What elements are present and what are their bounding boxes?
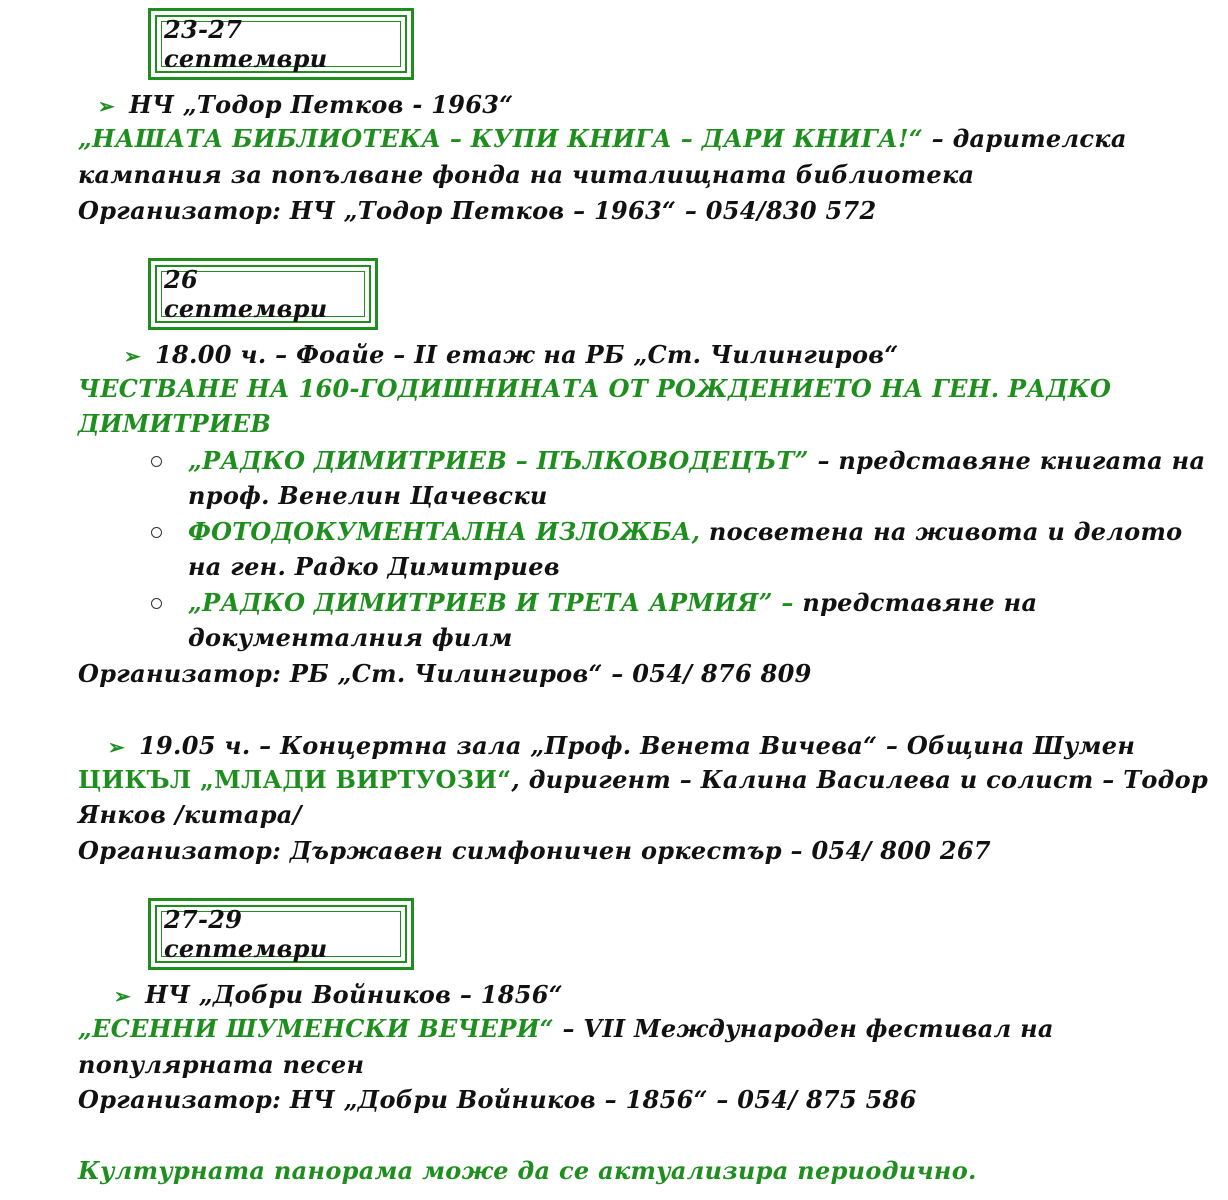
circle-icon — [151, 456, 162, 467]
event-desc: – дарителска — [922, 124, 1127, 153]
venue-text: НЧ „Добри Войников – 1856“ — [145, 980, 563, 1009]
sub-item-title: ФОТОДОКУМЕНТАЛНА ИЗЛОЖБА, — [188, 517, 701, 546]
event-desc: , диригент – Калина Василева и солист – Тодор — [511, 765, 1209, 794]
event-line — [78, 1014, 1054, 1043]
event-desc: – VII Международен фестивал на — [553, 1014, 1054, 1043]
organizer-line: Организатор: НЧ „Тодор Петков – 1963“ – 054/830 572 — [78, 196, 877, 225]
date-label: 26 септември — [164, 265, 328, 323]
arrowhead-icon: ➢ — [98, 94, 116, 118]
venue-line — [114, 980, 563, 1009]
circle-icon — [151, 527, 162, 538]
organizer-line: Организатор: НЧ „Добри Войников – 1856“ – 054/ 875 586 — [78, 1085, 917, 1114]
venue-text: 19.05 ч. – Концертна зала „Проф. Венета Вичева“ – Община Шумен — [139, 731, 1136, 760]
date-label: 23-27 септември — [164, 15, 328, 73]
sub-item-desc: представяне на — [793, 588, 1038, 617]
date-box — [148, 258, 378, 330]
venue-text: 18.00 ч. – Фоайе – II етаж на РБ „Ст. Чилингиров“ — [155, 340, 899, 369]
venue-text: НЧ „Тодор Петков - 1963“ — [129, 90, 514, 119]
sub-item-title: „РАДКО ДИМИТРИЕВ – ПЪЛКОВОДЕЦЪТ” — [188, 446, 809, 475]
event-desc-line: популярната песен — [78, 1050, 365, 1079]
venue-line — [98, 90, 513, 119]
sub-item — [188, 588, 1037, 617]
event-title-cont: ДИМИТРИЕВ — [78, 409, 272, 438]
footer-note: Културната панорама може да се актуализира периодично. — [78, 1156, 977, 1185]
event-title: „НАШАТА БИБЛИОТЕКА – КУПИ КНИГА – ДАРИ КНИГА!“ — [78, 124, 923, 153]
date-label: 27-29 септември — [164, 905, 328, 963]
event-desc-line: кампания за попълване фонда на читалищната библиотека — [78, 160, 975, 189]
organizer-line: Организатор: РБ „Ст. Чилингиров“ – 054/ 876 809 — [78, 659, 812, 688]
sub-item-desc-cont: на ген. Радко Димитриев — [188, 552, 560, 581]
arrowhead-icon: ➢ — [124, 344, 142, 368]
event-title: ЧЕСТВАНЕ НА 160-ГОДИШНИНАТА ОТ РОЖДЕНИЕТО НА ГЕН. РАДКО — [78, 374, 1112, 403]
sub-item-desc-cont: проф. Венелин Цачевски — [188, 481, 548, 510]
sub-item-desc: посветена на живота и делото — [700, 517, 1183, 546]
sub-item — [188, 446, 1205, 475]
venue-line — [108, 731, 1135, 760]
date-box — [148, 8, 414, 80]
event-line — [78, 765, 1208, 794]
organizer-line: Организатор: Държавен симфоничен оркестър – 054/ 800 267 — [78, 836, 991, 865]
date-box — [148, 898, 414, 970]
sub-item-desc-cont: документалния филм — [188, 623, 513, 652]
arrowhead-icon: ➢ — [114, 984, 132, 1008]
circle-icon — [151, 598, 162, 609]
event-desc-line: Янков /китара/ — [78, 800, 302, 829]
sub-item — [188, 517, 1182, 546]
venue-line — [124, 340, 898, 369]
event-title: ЦИКЪЛ „МЛАДИ ВИРТУОЗИ“ — [78, 765, 512, 794]
event-title: „ЕСЕННИ ШУМЕНСКИ ВЕЧЕРИ“ — [78, 1014, 554, 1043]
event-line — [78, 124, 1127, 153]
sub-item-title: „РАДКО ДИМИТРИЕВ И ТРЕТА АРМИЯ” – — [188, 588, 794, 617]
sub-item-desc: – представяне книгата на — [808, 446, 1206, 475]
arrowhead-icon: ➢ — [108, 735, 126, 759]
